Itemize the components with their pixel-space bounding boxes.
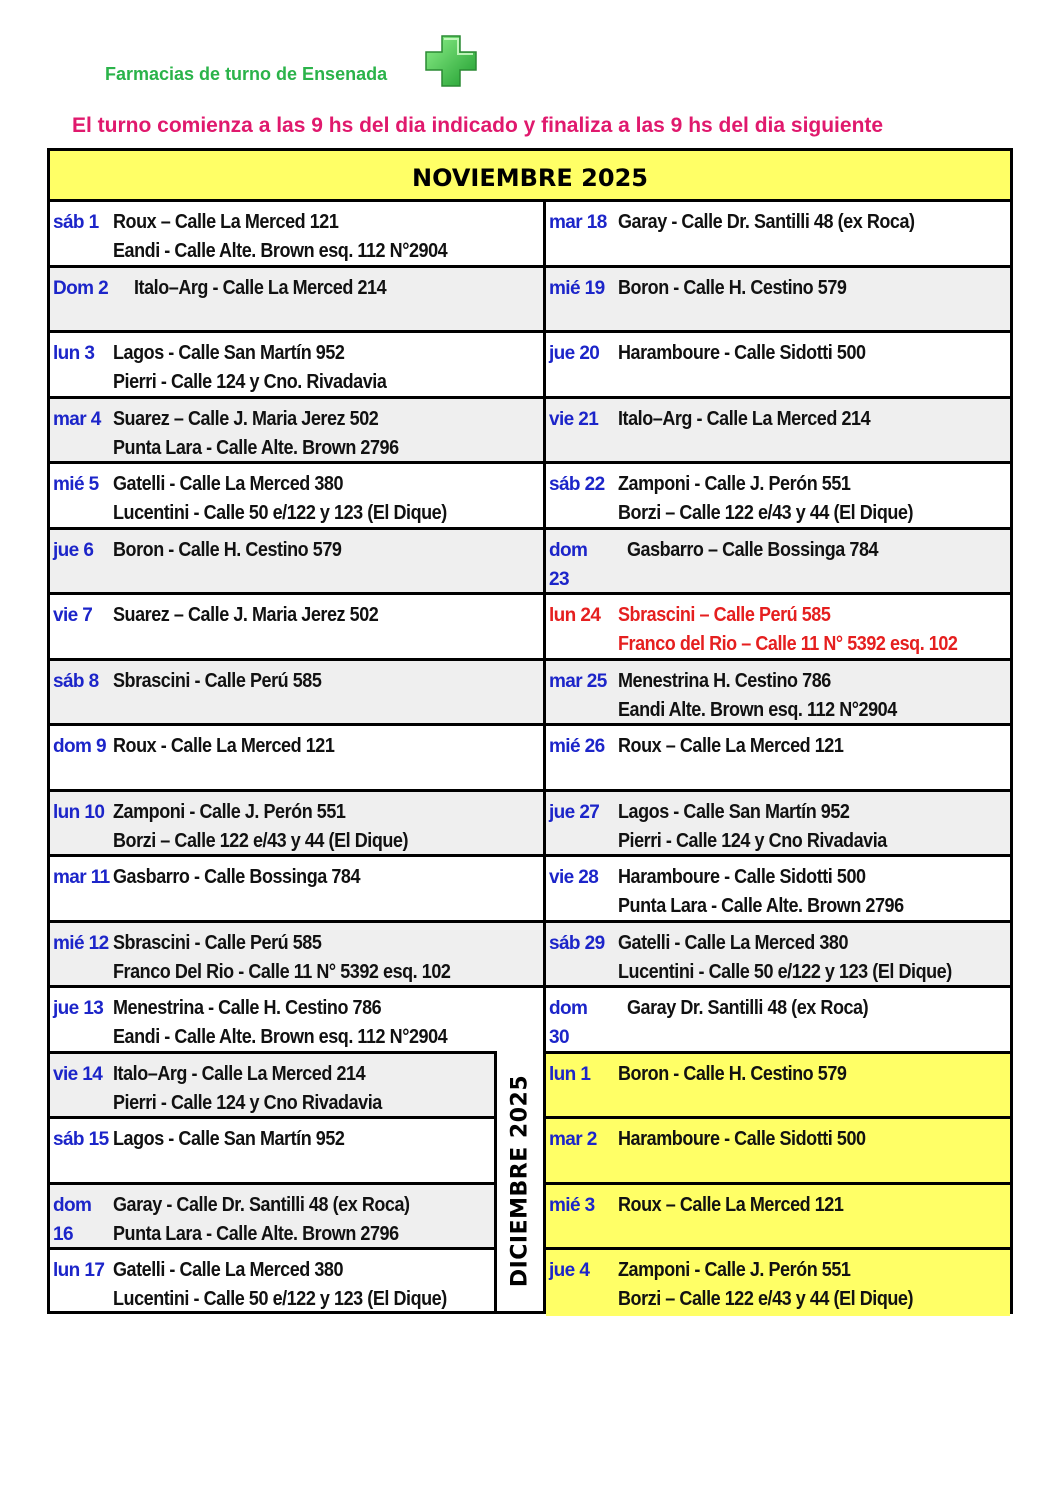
pharmacy-list xyxy=(113,339,386,397)
schedule-table xyxy=(47,148,1013,1314)
pharmacy-entry: Haramboure - Calle Sidotti 500 xyxy=(618,342,866,364)
pharmacy-entry: Lagos - Calle San Martín 952 xyxy=(113,1128,345,1150)
pharmacy-entry: Roux – Calle La Merced 121 xyxy=(113,211,339,233)
pharmacy-list xyxy=(627,994,868,1023)
day-row xyxy=(546,661,1010,727)
day-label: sáb 15 xyxy=(53,1129,109,1150)
day-row xyxy=(50,1054,494,1120)
day-row xyxy=(50,530,543,596)
pharmacy-list xyxy=(113,994,447,1052)
pharmacy-list xyxy=(113,732,334,761)
pharmacy-entry: Borzi – Calle 122 e/43 y 44 (El Dique) xyxy=(618,1288,914,1310)
pharmacy-entry: Pierri - Calle 124 y Cno Rivadavia xyxy=(618,829,887,852)
day-label: jue 4 xyxy=(549,1260,590,1281)
day-label: mié 5 xyxy=(53,474,99,495)
day-label: lun 10 xyxy=(53,801,105,823)
day-row xyxy=(50,923,543,989)
day-row xyxy=(546,530,1010,596)
header-brand: Farmacias de turno de Ensenada xyxy=(105,64,388,84)
day-label: lun 1 xyxy=(549,1063,591,1085)
pharmacy-list xyxy=(618,667,897,725)
day-label: vie 14 xyxy=(53,1063,103,1085)
day-row xyxy=(546,857,1010,923)
pharmacy-entry: Borzi – Calle 122 e/43 y 44 (El Dique) xyxy=(113,829,409,852)
day-label: sáb 1 xyxy=(53,212,99,233)
december-block xyxy=(546,1051,1010,1311)
pharmacy-entry: Garay - Calle Dr. Santilli 48 (ex Roca) xyxy=(113,1193,410,1216)
day-label: dom 16 xyxy=(53,1194,92,1245)
pharmacy-entry: Gatelli - Calle La Merced 380 xyxy=(618,931,849,954)
pharmacy-entry: Haramboure - Calle Sidotti 500 xyxy=(618,1128,866,1150)
day-label: dom 23 xyxy=(549,539,588,590)
day-label: mié 3 xyxy=(549,1194,595,1216)
pharmacy-entry: Lucentini - Calle 50 e/122 y 123 (El Dique) xyxy=(113,502,447,524)
december-label: DICIEMBRE 2025 xyxy=(507,1074,533,1288)
day-row xyxy=(546,399,1010,465)
pharmacy-list xyxy=(113,405,399,463)
pharmacy-entry: Eandi - Calle Alte. Brown esq. 112 N°2904 xyxy=(113,1026,448,1048)
day-label: dom 30 xyxy=(549,998,588,1048)
pharmacy-list xyxy=(618,929,952,987)
day-label: sáb 8 xyxy=(53,670,99,692)
pharmacy-entry: Zamponi - Calle J. Perón 551 xyxy=(618,1259,851,1281)
day-row xyxy=(50,595,543,661)
day-row xyxy=(50,268,543,334)
day-label: vie 7 xyxy=(53,605,93,626)
day-label: jue 13 xyxy=(53,998,104,1019)
day-row xyxy=(546,595,1010,661)
pharmacy-list xyxy=(113,1256,447,1314)
pharmacy-entry: Italo–Arg - Calle La Merced 214 xyxy=(113,1062,366,1085)
pharmacy-entry: Gatelli - Calle La Merced 380 xyxy=(113,1259,344,1281)
pharmacy-entry: Pierri - Calle 124 y Cno. Rivadavia xyxy=(113,371,387,393)
pharmacy-entry: Roux – Calle La Merced 121 xyxy=(618,1193,844,1216)
pharmacy-entry: Zamponi - Calle J. Perón 551 xyxy=(113,800,346,823)
pharmacy-list xyxy=(618,274,846,303)
day-row xyxy=(50,1250,494,1316)
day-label: mar 11 xyxy=(53,867,110,888)
pharmacy-entry: Boron - Calle H. Cestino 579 xyxy=(618,1062,847,1085)
pharmacy-entry: Italo–Arg - Calle La Merced 214 xyxy=(618,407,871,430)
pharmacy-list xyxy=(618,339,866,368)
column-divider xyxy=(543,202,546,1054)
pharmacy-entry: Punta Lara - Calle Alte. Brown 2796 xyxy=(618,895,904,917)
day-row xyxy=(50,399,543,465)
day-row xyxy=(50,661,543,727)
day-row xyxy=(50,792,543,858)
pharmacy-entry: Garay Dr. Santilli 48 (ex Roca) xyxy=(627,997,869,1019)
day-row xyxy=(546,202,1010,268)
pharmacy-list xyxy=(618,732,843,761)
pharmacy-entry: Eandi - Calle Alte. Brown esq. 112 N°2904 xyxy=(113,240,448,262)
day-label: sáb 22 xyxy=(549,474,605,495)
pharmacy-entry: Lucentini - Calle 50 e/122 y 123 (El Dique) xyxy=(113,1288,447,1310)
day-row xyxy=(50,464,543,530)
day-label: vie 28 xyxy=(549,867,599,888)
pharmacy-list xyxy=(618,863,904,921)
pharmacy-list xyxy=(113,667,321,696)
day-label: lun 17 xyxy=(53,1260,105,1281)
pharmacy-list xyxy=(113,798,408,856)
pharmacy-list xyxy=(618,601,957,659)
pharmacy-list xyxy=(113,1125,344,1154)
pharmacy-entry: Pierri - Calle 124 y Cno Rivadavia xyxy=(113,1091,382,1114)
day-label: mar 2 xyxy=(549,1129,597,1150)
pharmacy-list xyxy=(113,1191,410,1249)
day-label: mié 12 xyxy=(53,932,109,954)
day-row xyxy=(546,464,1010,530)
day-row xyxy=(50,988,543,1054)
pharmacy-entry: Gatelli - Calle La Merced 380 xyxy=(113,473,344,495)
pharmacy-entry: Sbrascini - Calle Perú 585 xyxy=(113,669,322,692)
day-label: lun 3 xyxy=(53,343,95,364)
day-label: vie 21 xyxy=(549,408,599,430)
pharmacy-list xyxy=(618,798,887,856)
pharmacy-entry: Roux - Calle La Merced 121 xyxy=(113,735,335,757)
pharmacy-list xyxy=(618,405,870,434)
day-row xyxy=(50,1119,494,1185)
day-label: Dom 2 xyxy=(53,277,109,299)
pharmacy-entry: Zamponi - Calle J. Perón 551 xyxy=(618,473,851,495)
day-label: lun 24 xyxy=(549,605,601,626)
pharmacy-entry: Franco del Rio – Calle 11 N° 5392 esq. 102 xyxy=(618,633,958,655)
pharmacy-entry: Sbrascini - Calle Perú 585 xyxy=(113,931,322,954)
pharmacy-entry: Italo–Arg - Calle La Merced 214 xyxy=(134,276,387,299)
day-row xyxy=(50,202,543,268)
day-row xyxy=(50,857,543,923)
day-row xyxy=(50,333,543,399)
pharmacy-entry: Menestrina H. Cestino 786 xyxy=(618,669,831,692)
day-label: jue 6 xyxy=(53,539,94,561)
pharmacy-entry: Gasbarro – Calle Bossinga 784 xyxy=(627,538,879,561)
pharmacy-list xyxy=(113,536,341,565)
day-label: mar 18 xyxy=(549,212,607,233)
day-label: mié 19 xyxy=(549,277,605,299)
day-row xyxy=(546,726,1010,792)
day-row xyxy=(546,988,1010,1054)
pharmacy-entry: Franco Del Rio - Calle 11 N° 5392 esq. 102 xyxy=(113,960,451,983)
pharmacy-entry: Lucentini - Calle 50 e/122 y 123 (El Dique) xyxy=(618,960,952,983)
pharmacy-entry: Lagos - Calle San Martín 952 xyxy=(113,342,345,364)
pharmacy-entry: Eandi Alte. Brown esq. 112 N°2904 xyxy=(618,698,897,721)
day-row xyxy=(546,923,1010,989)
day-row xyxy=(50,1185,494,1251)
pharmacy-entry: Punta Lara - Calle Alte. Brown 2796 xyxy=(113,436,399,459)
month-title: NOVIEMBRE 2025 xyxy=(50,151,1010,202)
day-label: dom 9 xyxy=(53,736,106,757)
pharmacy-list xyxy=(113,208,447,266)
pharmacy-list xyxy=(113,929,450,987)
pharmacy-entry: Punta Lara - Calle Alte. Brown 2796 xyxy=(113,1222,399,1245)
december-band xyxy=(494,1051,543,1311)
day-row xyxy=(546,268,1010,334)
day-label: mar 25 xyxy=(549,670,607,692)
day-label: jue 20 xyxy=(549,343,600,364)
pharmacy-entry: Menestrina - Calle H. Cestino 786 xyxy=(113,997,382,1019)
pharmacy-list xyxy=(113,601,378,630)
day-row xyxy=(546,792,1010,858)
pharmacy-list xyxy=(134,274,386,303)
turn-notice: El turno comienza a las 9 hs del dia indicado y finaliza a las 9 hs del dia siguiente xyxy=(72,114,884,137)
pharmacy-entry: Borzi – Calle 122 e/43 y 44 (El Dique) xyxy=(618,502,914,524)
day-label: mié 26 xyxy=(549,736,605,757)
day-label: jue 27 xyxy=(549,801,600,823)
day-label: sáb 29 xyxy=(549,932,605,954)
pharmacy-entry: Boron - Calle H. Cestino 579 xyxy=(618,276,847,299)
pharmacy-entry: Haramboure - Calle Sidotti 500 xyxy=(618,866,866,888)
pharmacy-entry: Roux – Calle La Merced 121 xyxy=(618,735,844,757)
pharmacy-cross-icon xyxy=(424,34,478,88)
pharmacy-entry: Sbrascini – Calle Perú 585 xyxy=(618,604,831,626)
pharmacy-list xyxy=(113,863,360,892)
pharmacy-entry: Suarez – Calle J. Maria Jerez 502 xyxy=(113,604,379,626)
pharmacy-list xyxy=(113,470,447,528)
pharmacy-entry: Suarez – Calle J. Maria Jerez 502 xyxy=(113,407,379,430)
pharmacy-entry: Lagos - Calle San Martín 952 xyxy=(618,800,850,823)
pharmacy-entry: Gasbarro - Calle Bossinga 784 xyxy=(113,866,361,888)
pharmacy-list xyxy=(113,1060,382,1118)
pharmacy-entry: Boron - Calle H. Cestino 579 xyxy=(113,538,342,561)
pharmacy-list xyxy=(627,536,878,565)
day-row xyxy=(546,333,1010,399)
day-row xyxy=(50,726,543,792)
day-label: mar 4 xyxy=(53,408,101,430)
pharmacy-entry: Garay - Calle Dr. Santilli 48 (ex Roca) xyxy=(618,211,915,233)
pharmacy-list xyxy=(618,208,915,237)
pharmacy-list xyxy=(618,470,913,528)
